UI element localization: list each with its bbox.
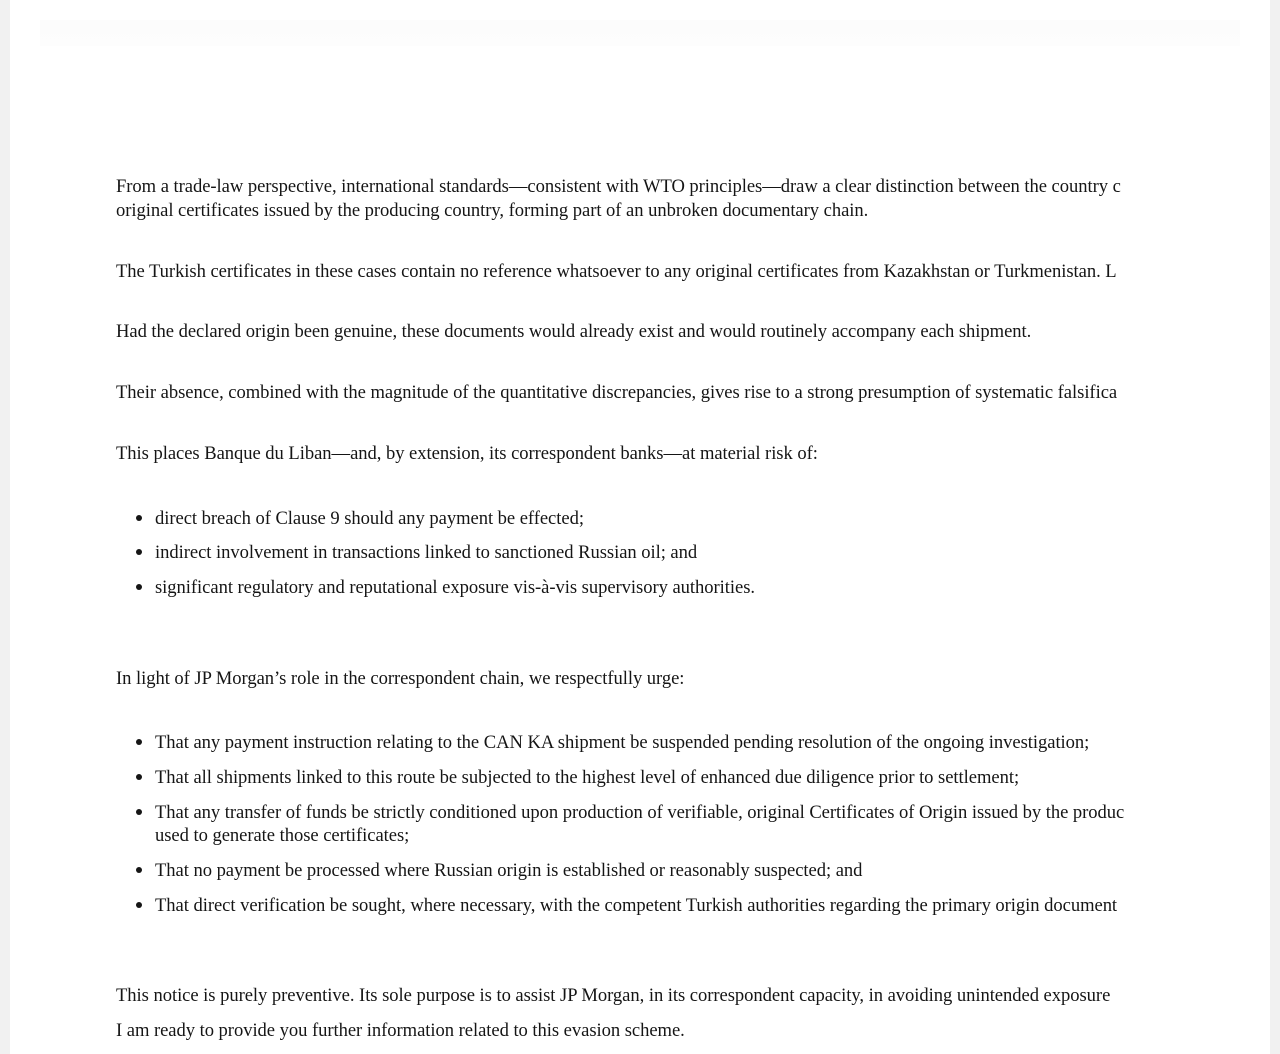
bullet-icon: [136, 549, 142, 555]
risk-list-item: significant regulatory and reputational exposure vis-à-vis supervisory authorities.: [155, 577, 755, 598]
paragraph-trade-law-line-1: From a trade-law perspective, international standards—consistent with WTO principles—draw a clear distinction between the country c: [116, 176, 1121, 197]
paragraph-declared-origin: Had the declared origin been genuine, these documents would already exist and would routinely accompany each shipment.: [116, 321, 1032, 342]
document-body: [116, 0, 1163, 1054]
risk-list-item: direct breach of Clause 9 should any payment be effected;: [155, 508, 584, 529]
risk-list-item: indirect involvement in transactions linked to sanctioned Russian oil; and: [155, 542, 698, 563]
urge-list-item: That no payment be processed where Russian origin is established or reasonably suspected; and: [155, 860, 863, 881]
bullet-icon: [136, 809, 142, 815]
urge-list-item-line-1: That any transfer of funds be strictly conditioned upon production of verifiable, original Certificates of Origin issued by the produc: [155, 802, 1125, 823]
paragraph-trade-law-line-2: original certificates issued by the producing country, forming part of an unbroken documentary chain.: [116, 200, 869, 221]
bullet-icon: [136, 739, 142, 745]
paragraph-banque-du-liban: This places Banque du Liban—and, by extension, its correspondent banks—at material risk of:: [116, 443, 818, 464]
paragraph-absence: Their absence, combined with the magnitude of the quantitative discrepancies, gives rise to a strong presumption of systematic falsifica: [116, 382, 1118, 403]
paragraph-further-information: I am ready to provide you further information related to this evasion scheme.: [116, 1020, 685, 1041]
bullet-icon: [136, 584, 142, 590]
paragraph-jp-morgan-urge: In light of JP Morgan’s role in the correspondent chain, we respectfully urge:: [116, 668, 685, 689]
bullet-icon: [136, 867, 142, 873]
urge-list-item: That direct verification be sought, where necessary, with the competent Turkish authorities regarding the primary origin document: [155, 895, 1118, 916]
urge-list-item: That all shipments linked to this route be subjected to the highest level of enhanced due diligence prior to settlement;: [155, 767, 1020, 788]
bullet-icon: [136, 902, 142, 908]
paragraph-preventive-notice: This notice is purely preventive. Its sole purpose is to assist JP Morgan, in its correspondent capacity, in avoiding unintended exposure: [116, 985, 1111, 1006]
bullet-icon: [136, 774, 142, 780]
urge-list-item-line-2: used to generate those certificates;: [155, 825, 410, 846]
urge-list-item: That any payment instruction relating to the CAN KA shipment be suspended pending resolution of the ongoing investigation;: [155, 732, 1090, 753]
bullet-icon: [136, 515, 142, 521]
paragraph-turkish-certificates: The Turkish certificates in these cases contain no reference whatsoever to any original certificates from Kazakhstan or Turkmenistan. L: [116, 261, 1117, 282]
